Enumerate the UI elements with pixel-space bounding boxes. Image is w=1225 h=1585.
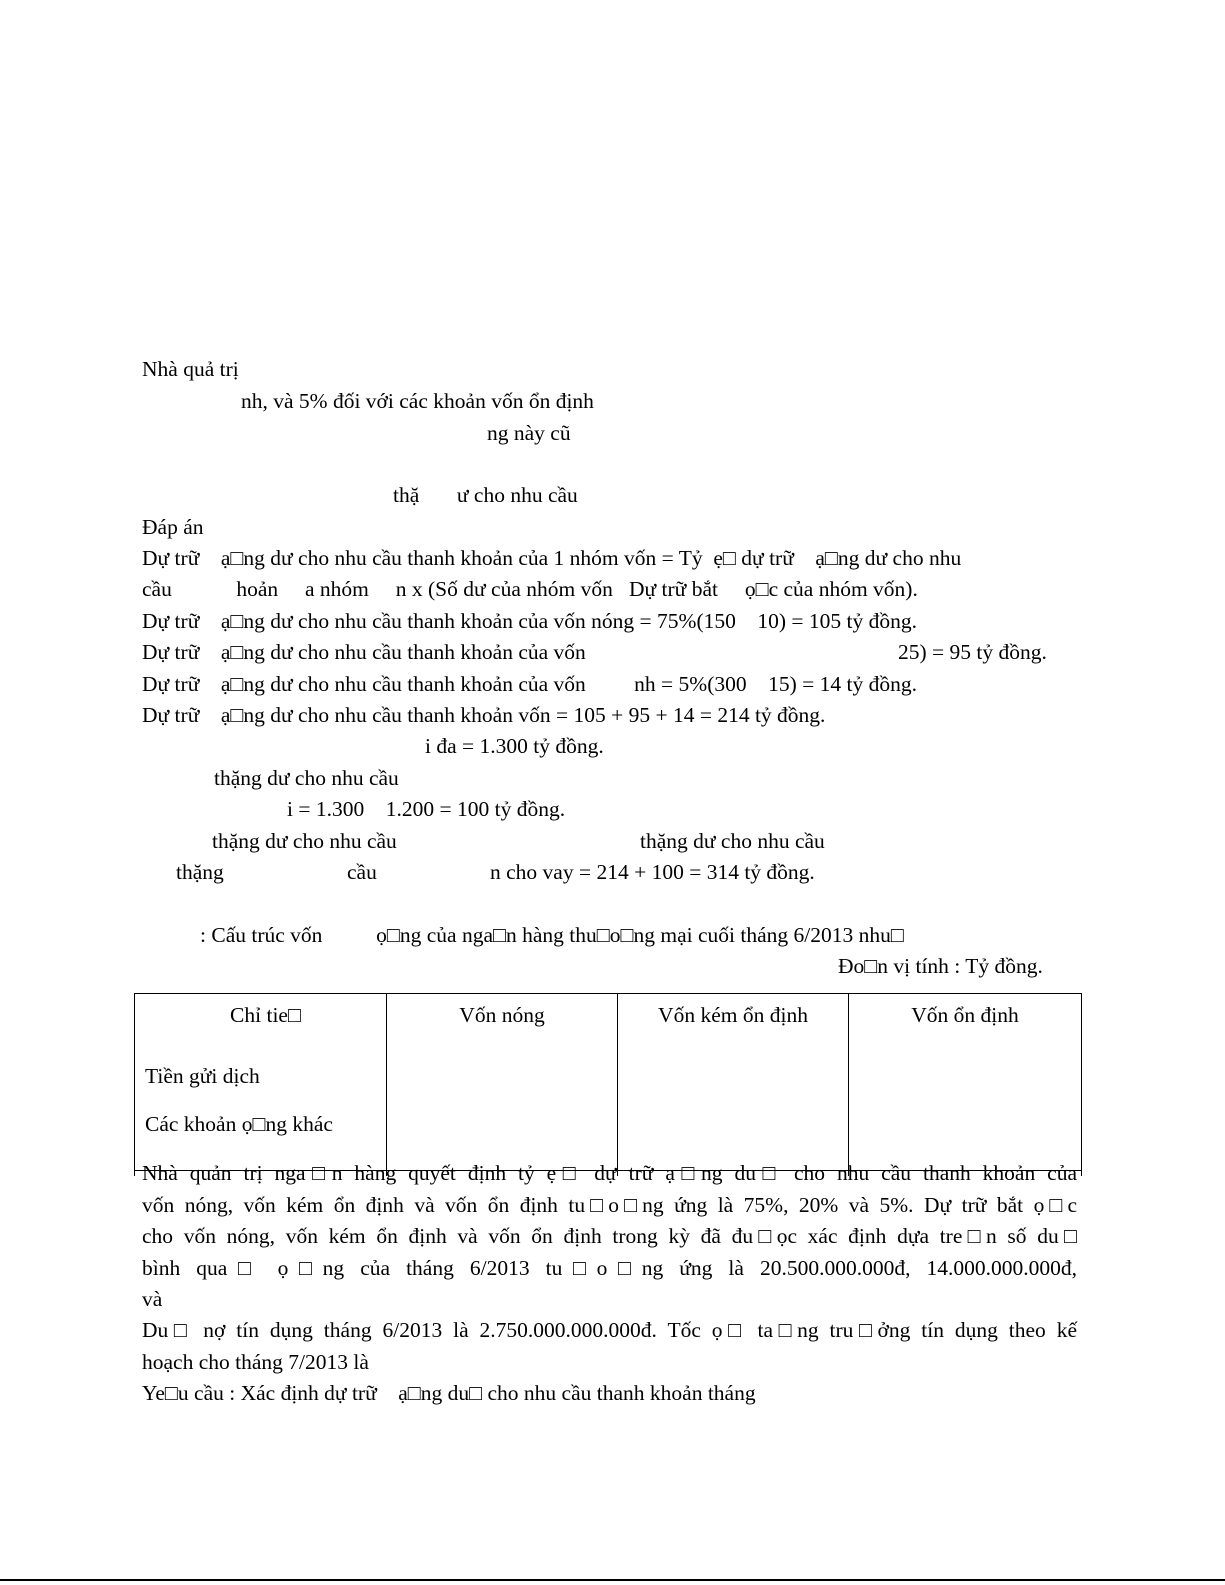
text-line: nh, và 5% đối với các khoản vốn ổn định <box>241 389 594 413</box>
text-line: i = 1.300 1.200 = 100 tỷ đồng. <box>287 797 566 821</box>
table-header-cell: Vốn nóng <box>387 993 618 1058</box>
text-line: thặng dư cho nhu cầu <box>214 766 399 790</box>
text-line: vốn nóng, vốn kém ổn định và vốn ổn định tu□o□ng ứng là 75%, 20% và 5%. Dự trữ bắt ọ□c <box>142 1193 1077 1217</box>
page-bottom-rule <box>0 1579 1225 1581</box>
table-caption: : Cấu trúc vốn ọ□ng của nga□n hàng thu□o□ng mại cuối tháng 6/2013 nhu□ <box>200 923 904 947</box>
text-line: n cho vay = 214 + 100 = 314 tỷ đồng. <box>490 860 815 884</box>
text-line: và <box>142 1287 163 1311</box>
capital-structure-table <box>134 993 1082 1176</box>
text-line: ng này cũ <box>487 421 571 445</box>
text-line: bình qua□ ọ□ng của tháng 6/2013 tu□o□ng ứng là 20.500.000.000đ, 14.000.000.000đ, <box>142 1256 1077 1280</box>
table-header-cell: Vốn ổn định <box>849 993 1082 1058</box>
table-cell: Tiền gửi dịch <box>135 1058 387 1108</box>
text-line: thặng dư cho nhu cầu <box>640 829 825 853</box>
text-line: thặng <box>176 860 224 884</box>
text-line: Du□ nợ tín dụng tháng 6/2013 là 2.750.000.000.000đ. Tốc ọ□ ta□ng tru□ởng tín dụng theo kế <box>142 1318 1077 1342</box>
text-line: Dự trữ ạ□ng dư cho nhu cầu thanh khoản vốn = 105 + 95 + 14 = 214 tỷ đồng. <box>142 703 826 727</box>
table-cell <box>618 1058 849 1108</box>
text-line: cầu hoản a nhóm n x (Số dư của nhóm vốn Dự trữ bắt ọ□c của nhóm vốn). <box>142 577 918 601</box>
text-line: Dự trữ ạ□ng dư cho nhu cầu thanh khoản của vốn nóng = 75%(150 10) = 105 tỷ đồng. <box>142 609 917 633</box>
table-cell <box>387 1058 618 1108</box>
text-line: Ye□u cầu : Xác định dự trữ ạ□ng du□ cho nhu cầu thanh khoản tháng <box>142 1381 756 1405</box>
text-line: thặng dư cho nhu cầu <box>212 829 397 853</box>
text-line: hoạch cho tháng 7/2013 là <box>142 1350 369 1374</box>
answer-heading: Đáp án <box>142 515 204 539</box>
table-header-cell: Chỉ tie□ <box>135 993 387 1058</box>
table-header-cell: Vốn kém ổn định <box>618 993 849 1058</box>
text-line: Dự trữ ạ□ng dư cho nhu cầu thanh khoản của 1 nhóm vốn = Tỷ ẹ□ dự trữ ạ□ng dư cho nhu <box>142 546 962 570</box>
table-row <box>135 1058 1082 1108</box>
text-line: Nhà quả trị <box>142 357 239 381</box>
text-line: cho vốn nóng, vốn kém ổn định và vốn ổn định trong kỳ đã đu□ọc xác định dựa tre□n số du□ <box>142 1224 1077 1248</box>
text-line: Dự trữ ạ□ng dư cho nhu cầu thanh khoản của vốn nh = 5%(300 15) = 14 tỷ đồng. <box>142 672 917 696</box>
table-cell: Các khoản ọ□ng khác <box>135 1108 387 1176</box>
text-line: cầu <box>347 860 377 884</box>
unit-label: Đo□n vị tính : Tỷ đồng. <box>838 954 1043 978</box>
table-header-row <box>135 993 1082 1058</box>
text-line: Nhà quản trị nga□n hàng quyết định tỷ ẹ□ dự trữ ạ□ng du□ cho nhu cầu thanh khoản của <box>142 1161 1077 1185</box>
text-line: 25) = 95 tỷ đồng. <box>898 640 1047 664</box>
text-line: i đa = 1.300 tỷ đồng. <box>425 734 604 758</box>
text-line: thặ ư cho nhu cầu <box>393 483 578 507</box>
text-line: Dự trữ ạ□ng dư cho nhu cầu thanh khoản của vốn <box>142 640 586 664</box>
table-cell <box>849 1058 1082 1108</box>
